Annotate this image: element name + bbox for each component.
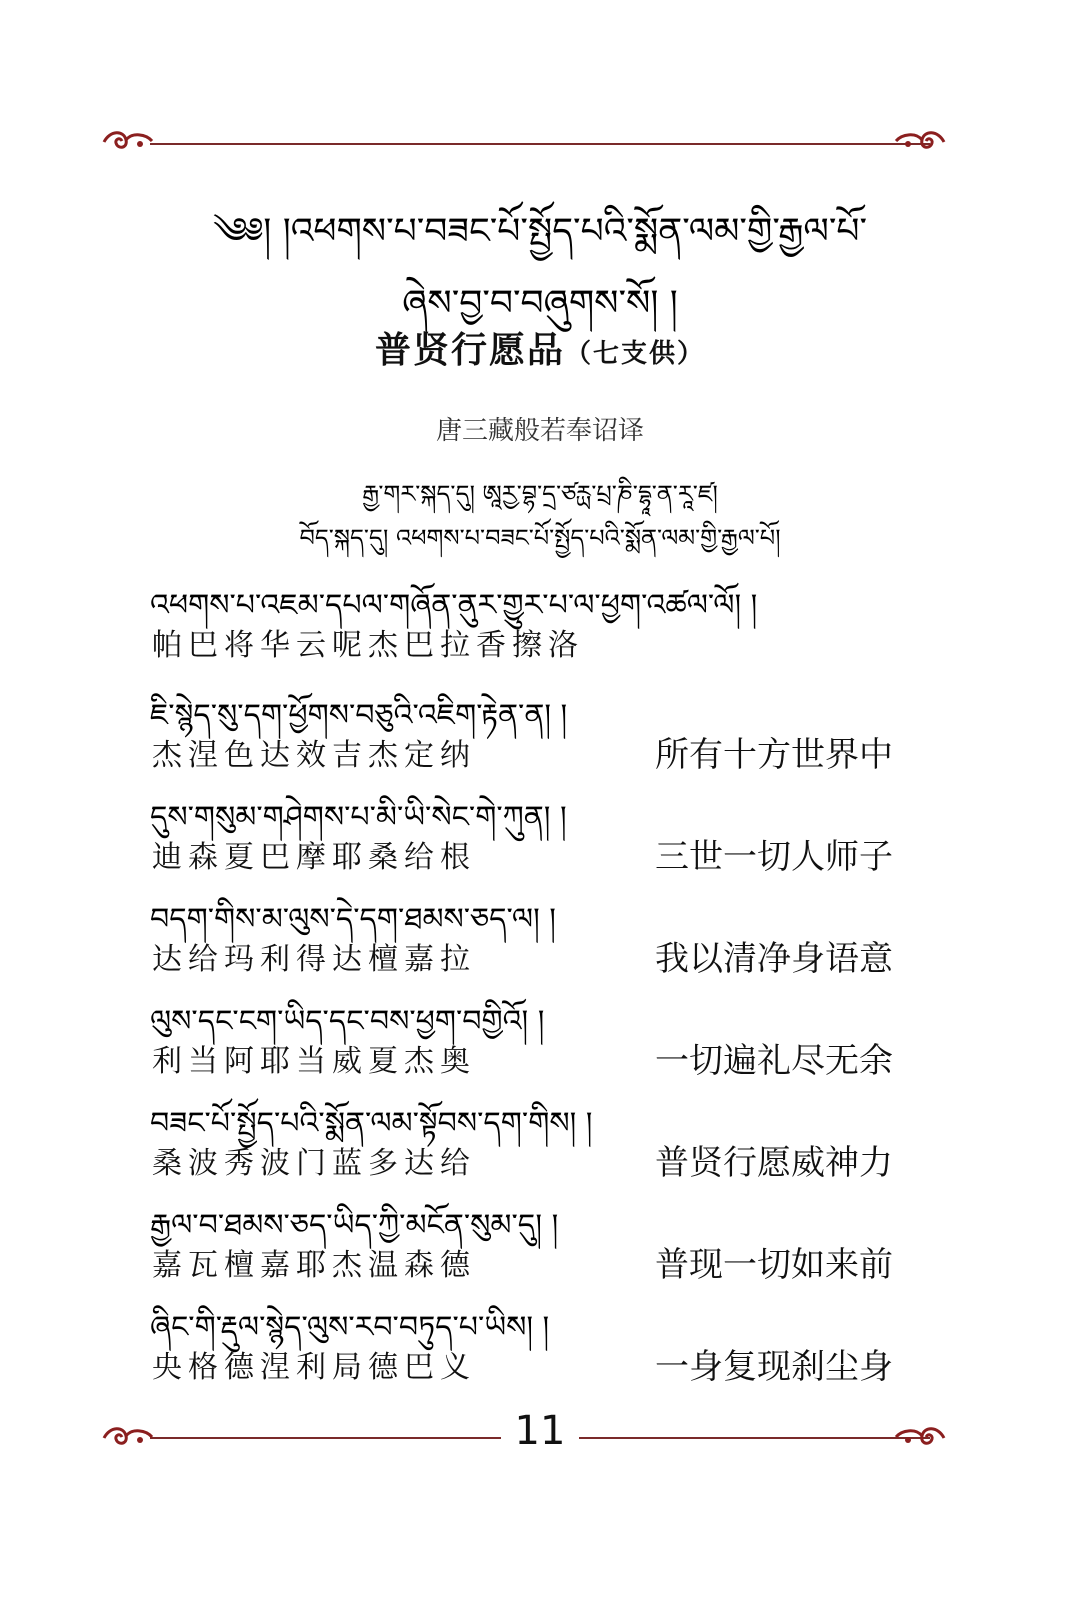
chinese-subtitle: （七支供） [565, 339, 706, 369]
verse-tibetan: རྒྱལ་བ་ཐམས་ཅད་ཡིད་ཀྱི་མངོན་སུམ་དུ། ། [150, 1208, 559, 1243]
scroll-ornament-icon [892, 128, 948, 154]
verse-tibetan: ལུས་དང་ངག་ཡིད་དང་བས་ཕྱག་བགྱིའོ། ། [150, 1004, 545, 1039]
homage-tibetan: འཕགས་པ་འཇམ་དཔལ་གཞོན་ནུར་གྱུར་པ་ལ་ཕྱག་འཚལ་ལོ། ། [150, 588, 758, 623]
verse-transliteration: 桑波秀波门蓝多达给 [152, 1146, 476, 1181]
verse-chinese: 所有十方世界中 [655, 735, 893, 775]
top-rule [150, 143, 930, 145]
page-number-text: 11 [501, 1408, 580, 1454]
verse-transliteration: 迪森夏巴摩耶桑给根 [152, 840, 476, 875]
verse-chinese: 我以清净身语意 [655, 939, 893, 979]
scroll-ornament-icon [100, 128, 156, 154]
verse-chinese: 三世一切人师子 [655, 837, 893, 877]
verse-tibetan: ཞིང་གི་རྡུལ་སྙེད་ལུས་རབ་བཏུད་པ་ཡིས། ། [150, 1310, 550, 1345]
tibetan-title-line1: ༄༅། །འཕགས་པ་བཟང་པོ་སྤྱོད་པའི་སྨོན་ལམ་གྱི་རྒྱལ་པོ་ [212, 211, 868, 252]
verse-tibetan: ཇི་སྙེད་སུ་དག་ཕྱོགས་བཅུའི་འཇིག་རྟེན་ན། ། [150, 698, 568, 733]
verse-chinese: 一身复现刹尘身 [655, 1347, 893, 1387]
scroll-ornament-icon [100, 1424, 156, 1450]
verse-transliteration: 嘉瓦檀嘉耶杰温森德 [152, 1248, 476, 1283]
verse-transliteration: 利当阿耶当威夏杰奥 [152, 1044, 476, 1079]
chinese-title: 普贤行愿品 [374, 329, 565, 371]
verse-chinese: 普贤行愿威神力 [655, 1143, 893, 1183]
verse-chinese: 一切遍礼尽无余 [655, 1041, 893, 1081]
verse-tibetan: དུས་གསུམ་གཤེགས་པ་མི་ཡི་སེང་གེ་ཀུན། ། [150, 800, 567, 835]
verse-transliteration: 央格德涅利局德巴义 [152, 1350, 476, 1385]
translator-credit: 唐三藏般若奉诏译 [435, 416, 644, 446]
tibetan-title-line2: ཞེས་བྱ་བ་བཞུགས་སོ། ། [402, 283, 678, 324]
scroll-ornament-icon [892, 1424, 948, 1450]
tibetan-title-line: བོད་སྐད་དུ། འཕགས་པ་བཟང་པོ་སྤྱོད་པའི་སྨོན་ལམ་གྱི་རྒྱལ་པོ། [299, 524, 781, 552]
verse-chinese: 普现一切如来前 [655, 1245, 893, 1285]
verse-tibetan: བདག་གིས་མ་ལུས་དེ་དག་ཐམས་ཅད་ལ། ། [150, 902, 556, 937]
homage-transliteration: 帕巴将华云呢杰巴拉香擦洛 [152, 628, 584, 663]
verse-transliteration: 杰涅色达效吉杰定纳 [152, 738, 476, 773]
verse-tibetan: བཟང་པོ་སྤྱོད་པའི་སྨོན་ལམ་སྟོབས་དག་གིས། ། [150, 1106, 593, 1141]
page-title [0, 322, 1080, 373]
sanskrit-title-line: རྒྱ་གར་སྐད་དུ། ཨཱརྱ་བྷ་དྲ་ཙརྻ་པྲ་ཎི་དྷཱ་ན་རཱ་ཛ། [362, 480, 718, 508]
verse-transliteration: 达给玛利得达檀嘉拉 [152, 942, 476, 977]
